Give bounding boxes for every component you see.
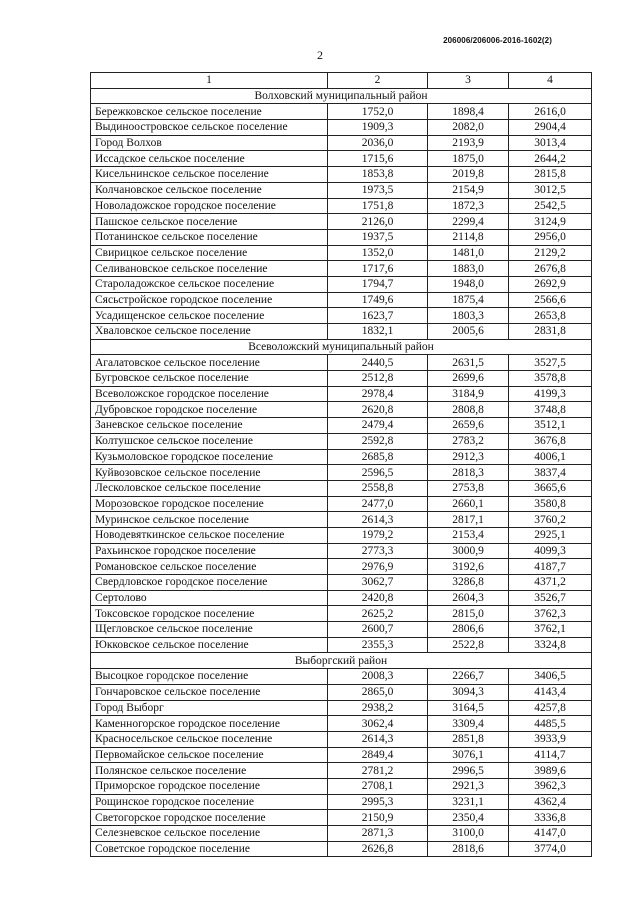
value-col-3: 2753,8 (428, 480, 509, 496)
settlement-name: Первомайское сельское поселение (91, 747, 328, 763)
value-col-3: 2912,3 (428, 449, 509, 465)
value-col-4: 2692,9 (509, 276, 592, 292)
value-col-3: 2808,8 (428, 402, 509, 418)
value-col-2: 2781,2 (328, 763, 428, 779)
settlement-name: Романовское сельское поселение (91, 559, 328, 575)
table-row (91, 794, 592, 810)
value-col-2: 2477,0 (328, 496, 428, 512)
section-row (91, 653, 592, 669)
value-col-3: 1872,3 (428, 198, 509, 214)
table-row (91, 449, 592, 465)
value-col-2: 2600,7 (328, 622, 428, 638)
value-col-4: 2904,4 (509, 120, 592, 136)
value-col-2: 2708,1 (328, 778, 428, 794)
value-col-4: 4485,5 (509, 716, 592, 732)
value-col-2: 2596,5 (328, 465, 428, 481)
settlement-name: Полянское сельское поселение (91, 763, 328, 779)
value-col-2: 2625,2 (328, 606, 428, 622)
table-row (91, 826, 592, 842)
value-col-3: 1481,0 (428, 245, 509, 261)
value-col-3: 1875,4 (428, 292, 509, 308)
value-col-2: 1717,6 (328, 261, 428, 277)
value-col-4: 3527,5 (509, 355, 592, 371)
table-row (91, 104, 592, 120)
table-row (91, 637, 592, 653)
table-row (91, 402, 592, 418)
value-col-2: 1749,6 (328, 292, 428, 308)
page-number: 2 (317, 48, 323, 62)
value-col-3: 2005,6 (428, 324, 509, 340)
table-row (91, 575, 592, 591)
settlement-name: Токсовское городское поселение (91, 606, 328, 622)
value-col-4: 3837,4 (509, 465, 592, 481)
table-row (91, 292, 592, 308)
settlement-name: Кисельнинское сельское поселение (91, 167, 328, 183)
value-col-3: 2604,3 (428, 590, 509, 606)
table-row (91, 527, 592, 543)
value-col-3: 1803,3 (428, 308, 509, 324)
value-col-3: 2266,7 (428, 669, 509, 685)
table-row (91, 135, 592, 151)
table-row (91, 198, 592, 214)
value-col-4: 2815,8 (509, 167, 592, 183)
table-row (91, 700, 592, 716)
value-col-3: 1883,0 (428, 261, 509, 277)
settlement-name: Дубровское городское поселение (91, 402, 328, 418)
value-col-2: 3062,4 (328, 716, 428, 732)
table-row (91, 684, 592, 700)
value-col-3: 2660,1 (428, 496, 509, 512)
value-col-2: 1751,8 (328, 198, 428, 214)
table-row (91, 386, 592, 402)
value-col-2: 2685,8 (328, 449, 428, 465)
value-col-4: 2653,8 (509, 308, 592, 324)
value-col-2: 2620,8 (328, 402, 428, 418)
settlement-name: Город Выборг (91, 700, 328, 716)
settlement-name: Морозовское городское поселение (91, 496, 328, 512)
value-col-3: 3164,5 (428, 700, 509, 716)
value-col-2: 2871,3 (328, 826, 428, 842)
value-col-2: 2440,5 (328, 355, 428, 371)
value-col-3: 2082,0 (428, 120, 509, 136)
table-row (91, 496, 592, 512)
table-row (91, 841, 592, 857)
settlement-name: Хваловское сельское поселение (91, 324, 328, 340)
value-col-2: 1909,3 (328, 120, 428, 136)
header-row (91, 73, 592, 89)
value-col-2: 2773,3 (328, 543, 428, 559)
value-col-2: 2976,9 (328, 559, 428, 575)
table-row (91, 433, 592, 449)
table-row (91, 559, 592, 575)
column-header: 3 (428, 73, 509, 89)
value-col-4: 3762,1 (509, 622, 592, 638)
value-col-2: 2938,2 (328, 700, 428, 716)
value-col-2: 1715,6 (328, 151, 428, 167)
value-col-3: 2522,8 (428, 637, 509, 653)
settlement-name: Кузьмоловское городское поселение (91, 449, 328, 465)
value-col-4: 4143,4 (509, 684, 592, 700)
value-col-3: 2818,3 (428, 465, 509, 481)
table-row (91, 371, 592, 387)
value-col-3: 1948,0 (428, 276, 509, 292)
settlement-name: Приморское городское поселение (91, 778, 328, 794)
settlement-name: Каменногорское городское поселение (91, 716, 328, 732)
settlement-name: Потанинское сельское поселение (91, 229, 328, 245)
settlement-name: Гончаровское сельское поселение (91, 684, 328, 700)
value-col-3: 2154,9 (428, 182, 509, 198)
value-col-4: 4257,8 (509, 700, 592, 716)
value-col-3: 3094,3 (428, 684, 509, 700)
settlement-name: Всеволожское городское поселение (91, 386, 328, 402)
value-col-3: 3000,9 (428, 543, 509, 559)
table-row (91, 543, 592, 559)
table-row (91, 229, 592, 245)
value-col-3: 3100,0 (428, 826, 509, 842)
value-col-2: 2592,8 (328, 433, 428, 449)
settlement-name: Бугровское сельское поселение (91, 371, 328, 387)
table-row (91, 151, 592, 167)
value-col-3: 2299,4 (428, 214, 509, 230)
table-row (91, 465, 592, 481)
value-col-4: 3012,5 (509, 182, 592, 198)
value-col-3: 3309,4 (428, 716, 509, 732)
value-col-4: 3124,9 (509, 214, 592, 230)
settlement-name: Новоладожское городское поселение (91, 198, 328, 214)
column-header: 2 (328, 73, 428, 89)
value-col-2: 1623,7 (328, 308, 428, 324)
value-col-3: 2818,6 (428, 841, 509, 857)
settlement-name: Лесколовское сельское поселение (91, 480, 328, 496)
settlement-name: Колчановское сельское поселение (91, 182, 328, 198)
settlement-name: Пашское сельское поселение (91, 214, 328, 230)
settlement-name: Советское городское поселение (91, 841, 328, 857)
value-col-2: 1752,0 (328, 104, 428, 120)
value-col-3: 2783,2 (428, 433, 509, 449)
table-row (91, 622, 592, 638)
value-col-3: 1898,4 (428, 104, 509, 120)
value-col-2: 1937,5 (328, 229, 428, 245)
table-row (91, 669, 592, 685)
value-col-3: 2699,6 (428, 371, 509, 387)
value-col-3: 3184,9 (428, 386, 509, 402)
value-col-3: 2921,3 (428, 778, 509, 794)
value-col-4: 2566,6 (509, 292, 592, 308)
settlement-name: Агалатовское сельское поселение (91, 355, 328, 371)
value-col-2: 2355,3 (328, 637, 428, 653)
value-col-2: 2150,9 (328, 810, 428, 826)
settlement-name: Красносельское сельское поселение (91, 731, 328, 747)
value-col-4: 3526,7 (509, 590, 592, 606)
value-col-2: 2036,0 (328, 135, 428, 151)
value-col-3: 3192,6 (428, 559, 509, 575)
value-col-4: 3512,1 (509, 418, 592, 434)
value-col-2: 1832,1 (328, 324, 428, 340)
value-col-2: 2614,3 (328, 512, 428, 528)
value-col-2: 2479,4 (328, 418, 428, 434)
value-col-4: 4114,7 (509, 747, 592, 763)
document-id: 206006/206006-2016-1602(2) (443, 36, 552, 45)
table-row (91, 778, 592, 794)
value-col-3: 3231,1 (428, 794, 509, 810)
value-col-2: 2558,8 (328, 480, 428, 496)
section-title: Выборгский район (91, 653, 592, 669)
value-col-4: 3933,9 (509, 731, 592, 747)
settlement-name: Новодевяткинское сельское поселение (91, 527, 328, 543)
value-col-2: 2008,3 (328, 669, 428, 685)
settlement-name: Щегловское сельское поселение (91, 622, 328, 638)
value-col-2: 1973,5 (328, 182, 428, 198)
value-col-4: 4006,1 (509, 449, 592, 465)
table-row (91, 245, 592, 261)
value-col-4: 3336,8 (509, 810, 592, 826)
table-row (91, 182, 592, 198)
table-row (91, 167, 592, 183)
settlement-name: Староладожское сельское поселение (91, 276, 328, 292)
table-row (91, 308, 592, 324)
table-row (91, 480, 592, 496)
settlement-name: Заневское сельское поселение (91, 418, 328, 434)
value-col-4: 3774,0 (509, 841, 592, 857)
value-col-4: 4187,7 (509, 559, 592, 575)
value-col-3: 2851,8 (428, 731, 509, 747)
value-col-3: 1875,0 (428, 151, 509, 167)
section-row (91, 339, 592, 355)
settlement-name: Усадищенское сельское поселение (91, 308, 328, 324)
settlement-name: Рощинское городское поселение (91, 794, 328, 810)
table-body (91, 73, 592, 857)
table-row (91, 214, 592, 230)
value-col-4: 4362,4 (509, 794, 592, 810)
value-col-2: 1979,2 (328, 527, 428, 543)
table-row (91, 276, 592, 292)
value-col-2: 2865,0 (328, 684, 428, 700)
value-col-3: 2631,5 (428, 355, 509, 371)
value-col-4: 3013,4 (509, 135, 592, 151)
settlement-name: Светогорское городское поселение (91, 810, 328, 826)
table-row (91, 324, 592, 340)
table-row (91, 716, 592, 732)
value-col-2: 2978,4 (328, 386, 428, 402)
settlement-name: Высоцкое городское поселение (91, 669, 328, 685)
table-row (91, 731, 592, 747)
value-col-3: 2153,4 (428, 527, 509, 543)
settlement-name: Город Волхов (91, 135, 328, 151)
section-title: Волховский муниципальный район (91, 88, 592, 104)
settlement-name: Селивановское сельское поселение (91, 261, 328, 277)
value-col-2: 1352,0 (328, 245, 428, 261)
table-row (91, 512, 592, 528)
value-col-3: 2350,4 (428, 810, 509, 826)
value-col-2: 2512,8 (328, 371, 428, 387)
column-header: 4 (509, 73, 592, 89)
value-col-3: 2019,8 (428, 167, 509, 183)
value-col-2: 2420,8 (328, 590, 428, 606)
table-row (91, 810, 592, 826)
value-col-3: 3076,1 (428, 747, 509, 763)
table-row (91, 418, 592, 434)
value-col-2: 2995,3 (328, 794, 428, 810)
table-row (91, 590, 592, 606)
settlement-name: Бережковское сельское поселение (91, 104, 328, 120)
settlement-name: Рахьинское городское поселение (91, 543, 328, 559)
value-col-3: 2114,8 (428, 229, 509, 245)
value-col-4: 2542,5 (509, 198, 592, 214)
value-col-2: 3062,7 (328, 575, 428, 591)
data-table (90, 72, 592, 857)
settlement-name: Свердловское городское поселение (91, 575, 328, 591)
value-col-2: 1794,7 (328, 276, 428, 292)
value-col-4: 4371,2 (509, 575, 592, 591)
value-col-3: 2659,6 (428, 418, 509, 434)
value-col-4: 3676,8 (509, 433, 592, 449)
settlement-name: Куйвозовское сельское поселение (91, 465, 328, 481)
value-col-4: 4199,3 (509, 386, 592, 402)
value-col-4: 3989,6 (509, 763, 592, 779)
value-col-4: 4099,3 (509, 543, 592, 559)
value-col-4: 2676,8 (509, 261, 592, 277)
value-col-4: 2616,0 (509, 104, 592, 120)
settlement-name: Иссадское сельское поселение (91, 151, 328, 167)
value-col-2: 2849,4 (328, 747, 428, 763)
value-col-4: 3665,6 (509, 480, 592, 496)
value-col-4: 3762,3 (509, 606, 592, 622)
value-col-4: 2129,2 (509, 245, 592, 261)
settlement-name: Выдиноостровское сельское поселение (91, 120, 328, 136)
value-col-2: 1853,8 (328, 167, 428, 183)
settlement-name: Сертолово (91, 590, 328, 606)
table-row (91, 355, 592, 371)
value-col-4: 3324,8 (509, 637, 592, 653)
value-col-2: 2126,0 (328, 214, 428, 230)
table-row (91, 261, 592, 277)
value-col-3: 2806,6 (428, 622, 509, 638)
value-col-4: 2956,0 (509, 229, 592, 245)
value-col-4: 2925,1 (509, 527, 592, 543)
value-col-3: 2815,0 (428, 606, 509, 622)
section-title: Всеволожский муниципальный район (91, 339, 592, 355)
value-col-3: 2817,1 (428, 512, 509, 528)
value-col-3: 2193,9 (428, 135, 509, 151)
value-col-4: 3760,2 (509, 512, 592, 528)
settlement-name: Свирицкое сельское поселение (91, 245, 328, 261)
settlement-name: Сясьстройское городское поселение (91, 292, 328, 308)
value-col-3: 3286,8 (428, 575, 509, 591)
table-row (91, 763, 592, 779)
settlement-name: Муринское сельское поселение (91, 512, 328, 528)
value-col-3: 2996,5 (428, 763, 509, 779)
table-row (91, 120, 592, 136)
value-col-4: 3580,8 (509, 496, 592, 512)
table-row (91, 606, 592, 622)
table-row (91, 747, 592, 763)
value-col-4: 3578,8 (509, 371, 592, 387)
value-col-4: 3962,3 (509, 778, 592, 794)
value-col-4: 2644,2 (509, 151, 592, 167)
column-header: 1 (91, 73, 328, 89)
value-col-2: 2614,3 (328, 731, 428, 747)
settlement-name: Юкковское сельское поселение (91, 637, 328, 653)
settlement-name: Селезневское сельское поселение (91, 826, 328, 842)
settlement-name: Колтушское сельское поселение (91, 433, 328, 449)
section-row (91, 88, 592, 104)
value-col-4: 3406,5 (509, 669, 592, 685)
value-col-2: 2626,8 (328, 841, 428, 857)
value-col-4: 2831,8 (509, 324, 592, 340)
value-col-4: 4147,0 (509, 826, 592, 842)
value-col-4: 3748,8 (509, 402, 592, 418)
